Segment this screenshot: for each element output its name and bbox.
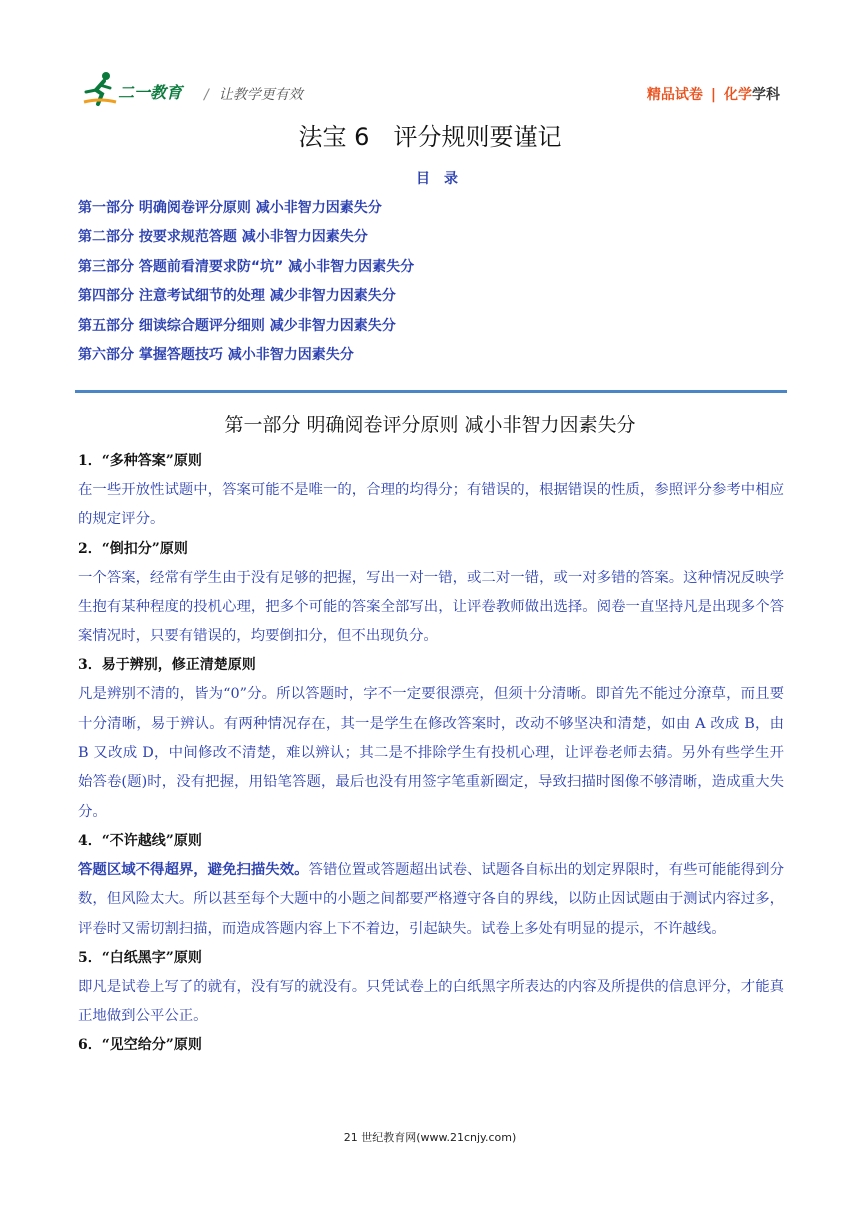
section-title: 第一部分 明确阅卷评分原则 减小非智力因素失分 (224, 414, 636, 436)
slogan (204, 84, 303, 104)
principle-lead: 答题区域不得超界，避免扫描失效。 (78, 860, 309, 878)
principle-heading: 6．“见空给分”原则 (78, 1037, 202, 1054)
principle-text: 一个答案，经常有学生由于没有足够的把握，写出一对一错，或二对一错，或一对多错的答案。这种情况反映学生抱有某种程度的投机心理，把多个可能的答案全部写出，让评卷教师做出选择。阅卷一直坚持凡是出现多个答案情况时，只要有错误的，均要倒扣分，但不出现负分。 (78, 569, 784, 645)
toc-item[interactable]: 第三部分 答题前看清要求防“坑” 减小非智力因素失分 (78, 258, 415, 275)
principle-body (78, 679, 784, 826)
toc-heading: 目录 (416, 171, 472, 187)
principle-heading: 5．“白纸黑字”原则 (78, 949, 202, 966)
toc-item[interactable]: 第五部分 细读综合题评分细则 减少非智力因素失分 (78, 317, 396, 334)
principle-heading: 2．“倒扣分”原则 (78, 540, 188, 557)
principle-text: 即凡是试卷上写了的就有，没有写的就没有。只凭试卷上的白纸黑字所表达的内容及所提供的信息评分，才能真正地做到公平公正。 (78, 978, 784, 1025)
principle-text: 在一些开放性试题中，答案可能不是唯一的，合理的均得分；有错误的，根据错误的性质，参照评分参考中相应的规定评分。 (78, 482, 784, 528)
principle-body (78, 855, 784, 944)
subject-name: 化学 (724, 87, 752, 103)
section-divider (75, 390, 787, 393)
section-content (78, 451, 784, 1059)
toc-item[interactable]: 第二部分 按要求规范答题 减小非智力因素失分 (78, 229, 368, 246)
slogan-text: 让教学更有效 (218, 87, 303, 103)
running-figure-icon (80, 68, 120, 108)
header-divider: | (710, 87, 716, 103)
logo-text: 二一教育 (118, 83, 183, 102)
premium-paper-label: 精品试卷 (646, 87, 703, 103)
principle-body (78, 972, 784, 1032)
toc-item[interactable]: 第一部分 明确阅卷评分原则 减小非智力因素失分 (78, 200, 382, 216)
principle-body (78, 475, 784, 535)
principle-text: 答错位置或答题超出试卷、试题各自标出的划定界限时，有些可能能得到分数，但风险太大。所以甚至每个大题中的小题之间都要严格遵守各自的界线，以防止因试题由于测试内容过多，评卷时又需切割扫描，而造成答题内容上下不着边，引起缺失。试卷上多处有明显的提示，不许越线。 (78, 861, 784, 937)
slogan-separator: / (204, 87, 209, 103)
page-footer: 21 世纪教育网(www.21cnjy.com) (343, 1131, 517, 1144)
principle-heading: 4．“不许越线”原则 (78, 832, 202, 849)
page-header (80, 68, 780, 112)
toc-item[interactable]: 第四部分 注意考试细节的处理 减少非智力因素失分 (78, 288, 396, 305)
principle-heading: 3．易于辨别，修正清楚原则 (78, 657, 256, 674)
principle-body (78, 563, 784, 652)
principle-heading: 1．“多种答案”原则 (78, 453, 202, 469)
page-title: 法宝 6 评分规则要谨记 (298, 123, 562, 151)
subject-label (647, 84, 780, 104)
subject-suffix: 学科 (752, 87, 780, 103)
table-of-contents (78, 198, 414, 374)
logo (80, 68, 192, 108)
toc-item[interactable]: 第六部分 掌握答题技巧 减小非智力因素失分 (78, 346, 354, 363)
principle-text: 凡是辨别不清的，皆为“0”分。所以答题时，字不一定要很漂亮，但须十分清晰。即首先不能过分潦草，而且要十分清晰，易于辨认。有两种情况存在，其一是学生在修改答案时，改动不够坚决和清楚，如由 A 改成 B，由 B 又改成 D，中间修改不清楚，难以辨认；其二是不排除学生有投机心理，让评卷老师去猜。另外有些学生开始答卷(题)时，没有把握，用铅笔答题，最后也没有用签字笔重新圈定，导致扫描时图像不够清晰，造成重大失分。 (78, 686, 784, 820)
